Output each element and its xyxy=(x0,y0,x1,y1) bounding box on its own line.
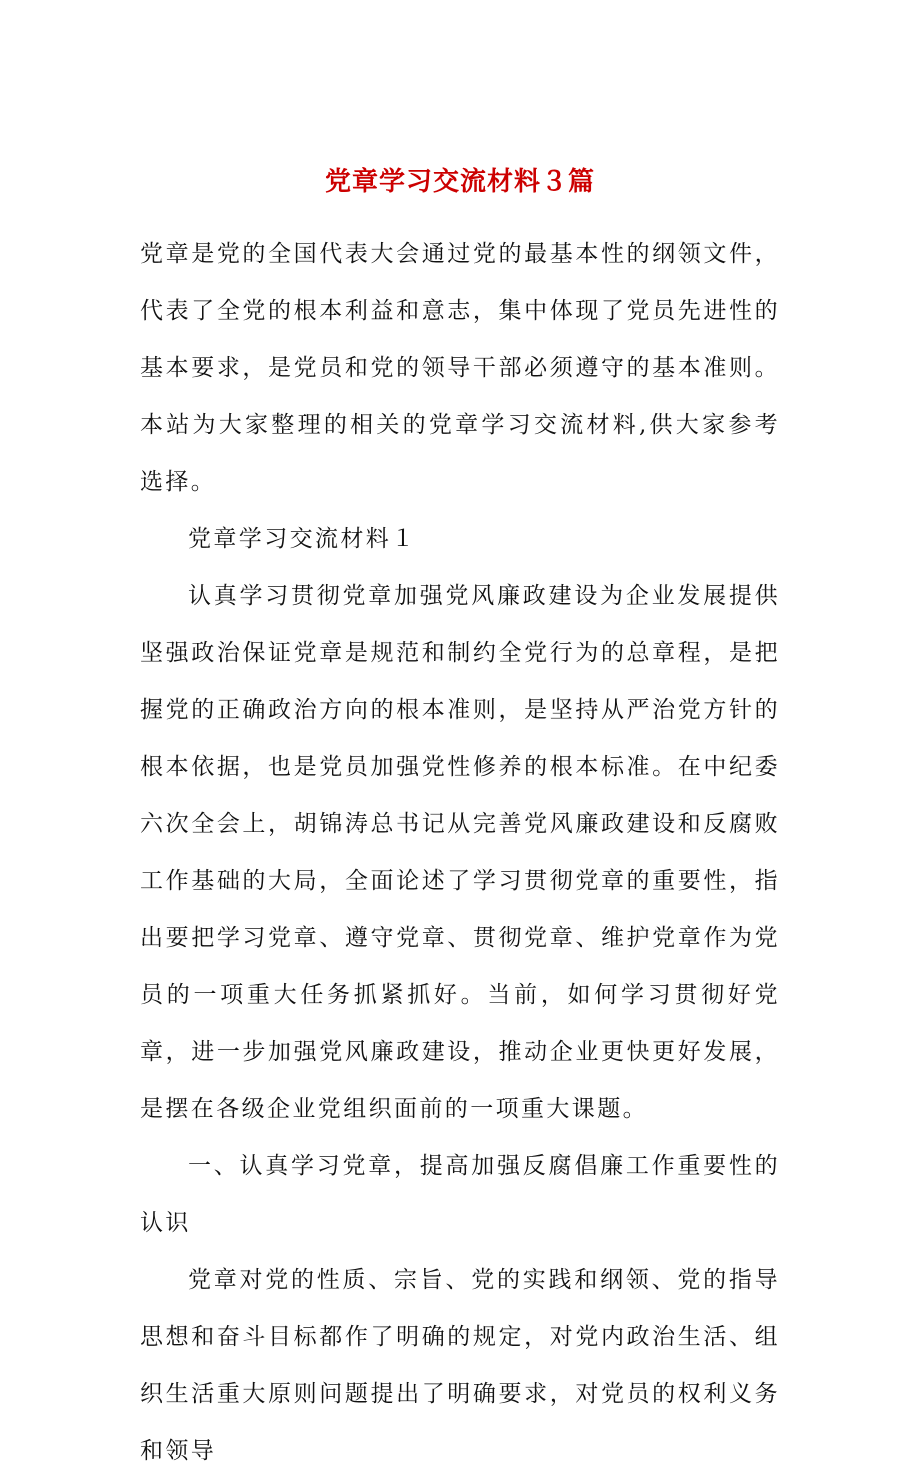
section-heading: 党章学习交流材料１ xyxy=(188,526,417,552)
document-body xyxy=(140,226,780,1480)
intro-paragraph: 党章是党的全国代表大会通过党的最基本性的纲领文件，代表了全党的根本利益和意志，集中体现了党员先进性的基本要求，是党员和党的领导干部必须遵守的基本准则。本站为大家整理的相关的党章学习交流材料,供大家参考选择。 xyxy=(140,241,780,495)
subheading-1: 一、认真学习党章，提高加强反腐倡廉工作重要性的认识 xyxy=(140,1153,780,1236)
body-paragraph-2: 党章对党的性质、宗旨、党的实践和纲领、党的指导思想和奋斗目标都作了明确的规定，对党内政治生活、组织生活重大原则问题提出了明确要求，对党员的权利义务和领导 xyxy=(140,1267,780,1464)
body-paragraph-1: 认真学习贯彻党章加强党风廉政建设为企业发展提供坚强政治保证党章是规范和制约全党行为的总章程，是把握党的正确政治方向的根本准则，是坚持从严治党方针的根本依据，也是党员加强党性修养的根本标准。在中纪委六次全会上，胡锦涛总书记从完善党风廉政建设和反腐败工作基础的大局，全面论述了学习贯彻党章的重要性，指出要把学习党章、遵守党章、贯彻党章、维护党章作为党员的一项重大任务抓紧抓好。当前，如何学习贯彻好党章，进一步加强党风廉政建设，推动企业更快更好发展，是摆在各级企业党组织面前的一项重大课题。 xyxy=(140,583,780,1122)
document-title: 党章学习交流材料３篇 xyxy=(324,167,595,197)
